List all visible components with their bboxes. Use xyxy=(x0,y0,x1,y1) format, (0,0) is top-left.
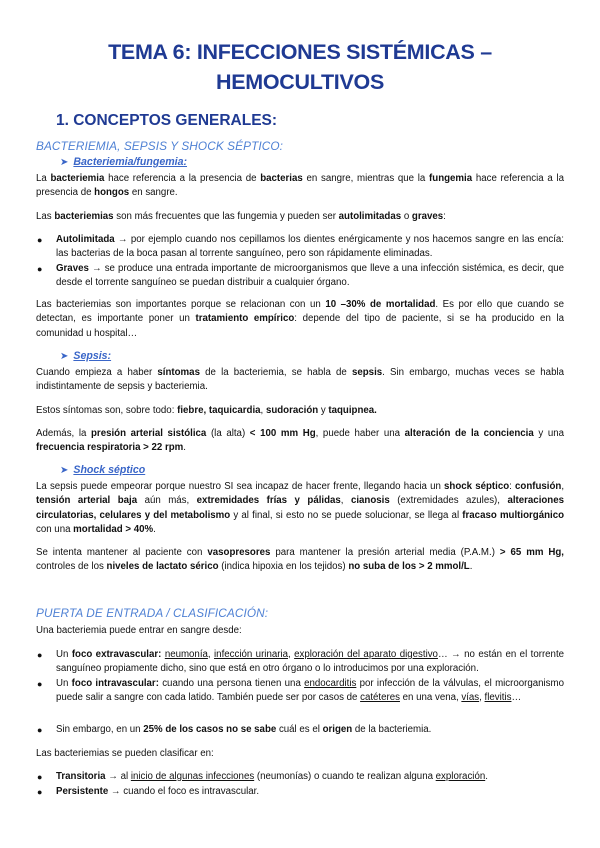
paragraph-bacteriemia-tipos: Las bacteriemias son más frecuentes que las fungemia y pueden ser autolimitadas o graves: xyxy=(36,211,446,222)
list-item-transitoria: Transitoria → al inicio de algunas infecciones (neumonías) o cuando te realizan alguna exploración. xyxy=(56,771,488,782)
bullet-icon: ● xyxy=(37,787,43,797)
paragraph-shock-def: La sepsis puede empeorar porque nuestro SI sea incapaz de hacer frente, llegando hacia un shock séptico: confusión, tensión arterial baja aún más, extremidades frías y pálidas, cianosis (extremidades azules), alteraciones circulatorias, celulares y del metabolismo y al final, si esto no se puede solucionar, se llega al fracaso multiorgánico con una mortalidad > 40%. xyxy=(36,481,565,535)
subsection-title: Shock séptico xyxy=(73,464,146,476)
bullet-icon: ● xyxy=(37,650,43,660)
list-item-graves: Graves → se produce una entrada importante de microorganismos que lleve a una infección sistémica, es decir, que desde el torrente sanguíneo se puedan distribuir a cualquier órgano. xyxy=(56,263,564,289)
subheading-puerta-entrada: PUERTA DE ENTRADA / CLASIFICACIÓN: xyxy=(36,606,269,620)
list-item-foco-extravascular: Un foco extravascular: neumonía, infección urinaria, exploración del aparato digestivo… → no están en el torrente sanguíneo propiamente dicho, sino que está en otro órgano o lo introducimos por una exploración. xyxy=(56,649,565,675)
bullet-icon: ● xyxy=(37,264,43,274)
title-line-2: HEMOCULTIVOS xyxy=(215,70,384,94)
subsection-sepsis xyxy=(60,350,111,362)
paragraph-sepsis-sintomas: Estos síntomas son, sobre todo: fiebre, taquicardia, sudoración y taquipnea. xyxy=(36,405,377,416)
list-item-foco-intravascular: Un foco intravascular: cuando una persona tienen una endocarditis por infección de la válvulas, el microorganismo puede salir a sangre con cada latido. También puede ser por casos de catéteres en una vena, vías, flevitis… xyxy=(56,678,564,704)
subsection-title: Sepsis: xyxy=(73,350,112,362)
list-item-autolimitada: Autolimitada → por ejemplo cuando nos cepillamos los dientes enérgicamente y nos hacemos sangre en las encía: las bacterias de la boca pasan al torrente sanguíneo, pero son rápidamente eliminadas. xyxy=(56,234,564,260)
title-line-1: TEMA 6: INFECCIONES SISTÉMICAS – xyxy=(108,40,492,64)
page-title xyxy=(40,37,560,97)
paragraph-sepsis-def: Cuando empieza a haber síntomas de la bacteriemia, se habla de sepsis. Sin embargo, muchas veces se habla indistintamente de sepsis y bacteriemia. xyxy=(36,367,564,393)
paragraph-bacteriemia-def: La bacteriemia hace referencia a la presencia de bacterias en sangre, mientras que la fungemia hace referencia a la presencia de hongos en sangre. xyxy=(36,173,565,199)
subsection-title: Bacteriemia/fungemia: xyxy=(73,156,188,168)
bullet-icon: ● xyxy=(37,725,43,735)
arrow-bullet-icon: ➤ xyxy=(60,157,69,168)
bullet-icon: ● xyxy=(37,235,43,245)
paragraph-mortalidad: Las bacteriemias son importantes porque se relacionan con un 10 –30% de mortalidad. Es por ello que cuando se detectan, es importante poner un tratamiento empírico: depende del tipo de paciente, si se ha producido en la comunidad u hospital… xyxy=(36,299,564,339)
bullet-icon: ● xyxy=(37,679,43,689)
subheading-bacteriemia-sepsis: BACTERIEMIA, SEPSIS Y SHOCK SÉPTICO: xyxy=(36,139,284,153)
list-item-persistente: Persistente → cuando el foco es intravascular. xyxy=(56,786,260,797)
paragraph-entrada-intro: Una bacteriemia puede entrar en sangre desde: xyxy=(36,625,242,636)
paragraph-shock-tratamiento: Se intenta mantener al paciente con vasopresores para mantener la presión arterial media (P.A.M.) > 65 mm Hg, controles de los niveles de lactato sérico (indica hipoxia en los tejidos) no suba de los > 2 mmol/L. xyxy=(36,547,564,573)
arrow-bullet-icon: ➤ xyxy=(60,465,69,476)
bullet-icon: ● xyxy=(37,772,43,782)
paragraph-clasificacion-intro: Las bacteriemias se pueden clasificar en: xyxy=(36,748,214,759)
list-item-origen-desconocido: Sin embargo, en un 25% de los casos no se sabe cuál es el origen de la bacteriemia. xyxy=(56,724,432,735)
subsection-bacteriemia xyxy=(60,156,187,168)
section-heading-conceptos: 1. CONCEPTOS GENERALES: xyxy=(56,112,278,129)
paragraph-sepsis-presion: Además, la presión arterial sistólica (la alta) < 100 mm Hg, puede haber una alteración de la conciencia y una frecuencia respiratoria > 22 rpm. xyxy=(36,428,564,454)
arrow-bullet-icon: ➤ xyxy=(60,351,69,362)
subsection-shock xyxy=(60,464,145,476)
